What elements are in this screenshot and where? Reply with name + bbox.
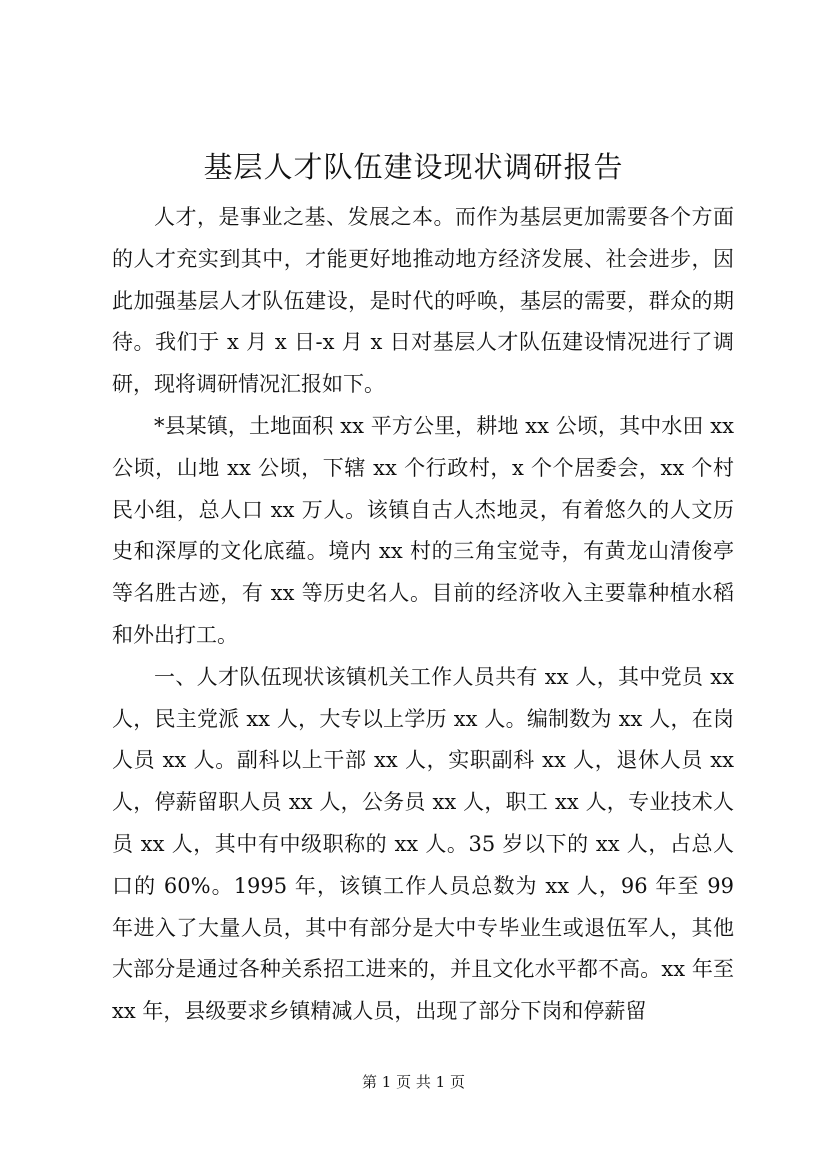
paragraph-town-overview: *县某镇，土地面积 xx 平方公里，耕地 xx 公顷，其中水田 xx 公顷，山地 xx 公顷，下辖 xx 个行政村，x 个个居委会，xx 个村民小组，总人口 xx 万人。该镇自古人杰地灵，有着悠久的人文历史和深厚的文化底蕴。境内 xx 村的三角宝觉寺，有黄龙山清俊亭等名胜古迹，有 xx 等历史名人。目前的经济收入主要靠种植水稻和外出打工。 xyxy=(112,413,734,647)
page-footer: 第 1 页 共 1 页 xyxy=(362,1073,465,1091)
document-title: 基层人才队伍建设现状调研报告 xyxy=(203,150,624,184)
paragraph-talent-status: 一、人才队伍现状该镇机关工作人员共有 xx 人，其中党员 xx 人，民主党派 xx 人，大专以上学历 xx 人。编制数为 xx 人，在岗人员 xx 人。副科以上干部 xx 人，实职副科 xx 人，退休人员 xx 人，停薪留职人员 xx 人，公务员 xx 人，职工 xx 人，专业技术人员 xx 人，其中有中级职称的 xx 人。35 岁以下的 xx 人，占总人口的 60%。1995 年，该镇工作人员总数为 xx 人，96 年至 99 年进入了大量人员，其中有部分是大中专毕业生或退伍军人，其他大部分是通过各种关系招工进来的，并且文化水平都不高。xx 年至 xx 年，县级要求乡镇精减人员，出现了部分下岗和停薪留 xyxy=(112,664,734,1024)
document-body xyxy=(112,197,734,1033)
paragraph-intro: 人才，是事业之基、发展之本。而作为基层更加需要各个方面的人才充实到其中，才能更好地推动地方经济发展、社会进步，因此加强基层人才队伍建设，是时代的呼唤，基层的需要，群众的期待。我们于 x 月 x 日-x 月 x 日对基层人才队伍建设情况进行了调研，现将调研情况汇报如下。 xyxy=(112,205,734,397)
